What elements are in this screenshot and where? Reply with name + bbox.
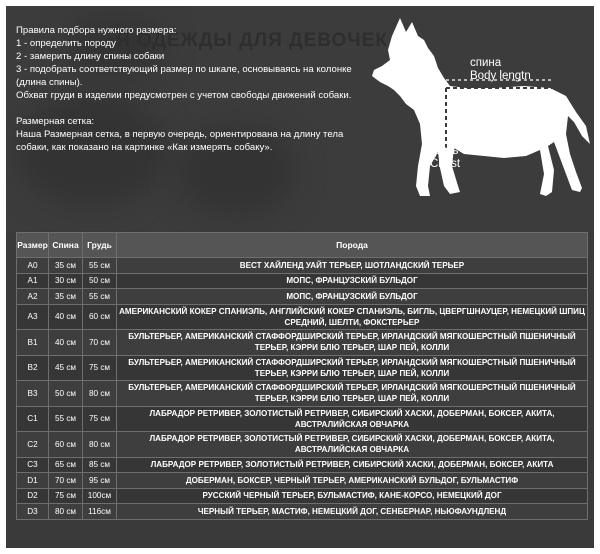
- table-row: [17, 381, 588, 407]
- cell-back: 50 см: [49, 381, 83, 407]
- instruction-line: Правила подбора нужного размера:: [16, 25, 177, 36]
- dog-silhouette-icon: [372, 18, 590, 196]
- size-grid-heading: Размерная сетка:: [16, 116, 95, 127]
- size-instructions: [16, 24, 356, 154]
- table-row: [17, 488, 588, 504]
- cell-chest: 60 см: [83, 304, 117, 330]
- cell-chest: 80 см: [83, 432, 117, 458]
- cell-size: A0: [17, 258, 49, 274]
- cell-breeds: ЛАБРАДОР РЕТРИВЕР, ЗОЛОТИСТЫЙ РЕТРИВЕР, СИБИРСКИЙ ХАСКИ, ДОБЕРМАН, БОКСЕР, АКИТА, АВСТРАЛИЙСКАЯ ОВЧАРКА: [117, 432, 588, 458]
- table-row: [17, 289, 588, 305]
- cell-breeds: БУЛЬТЕРЬЕР, АМЕРИКАНСКИЙ СТАФФОРДШИРСКИЙ ТЕРЬЕР, ИРЛАНДСКИЙ МЯГКОШЕРСТНЫЙ ПШЕНИЧНЫЙ ТЕРЬЕР, КЭРРИ БЛЮ ТЕРЬЕР, ШАР ПЕЙ, КОЛЛИ: [117, 381, 588, 407]
- cell-chest: 75 см: [83, 406, 117, 432]
- cell-chest: 116см: [83, 504, 117, 520]
- cell-back: 55 см: [49, 406, 83, 432]
- cell-chest: 55 см: [83, 289, 117, 305]
- cell-chest: 85 см: [83, 457, 117, 473]
- cell-back: 80 см: [49, 504, 83, 520]
- cell-back: 65 см: [49, 457, 83, 473]
- dog-measurement-diagram: [354, 16, 590, 216]
- cell-size: B3: [17, 381, 49, 407]
- size-grid-description: Наша Размерная сетка, в первую очередь, ориентирована на длину тела собаки, как показано на картинке «Как измерять собаку».: [16, 129, 344, 153]
- cell-back: 40 см: [49, 304, 83, 330]
- table-row: [17, 504, 588, 520]
- cell-back: 40 см: [49, 330, 83, 356]
- cell-chest: 55 см: [83, 258, 117, 274]
- instruction-line: 2 - замерить длину спины собаки: [16, 51, 165, 62]
- cell-size: C2: [17, 432, 49, 458]
- cell-back: 35 см: [49, 258, 83, 274]
- table-row: [17, 258, 588, 274]
- cell-breeds: ЛАБРАДОР РЕТРИВЕР, ЗОЛОТИСТЫЙ РЕТРИВЕР, СИБИРСКИЙ ХАСКИ, ДОБЕРМАН, БОКСЕР, АКИТА, АВСТРАЛИЙСКАЯ ОВЧАРКА: [117, 406, 588, 432]
- cell-breeds: ДОБЕРМАН, БОКСЕР, ЧЕРНЫЙ ТЕРЬЕР, АМЕРИКАНСКИЙ БУЛЬДОГ, БУЛЬМАСТИФ: [117, 473, 588, 489]
- cell-size: B2: [17, 355, 49, 381]
- table-row: [17, 304, 588, 330]
- cell-size: A3: [17, 304, 49, 330]
- instruction-line: Обхват груди в изделии предусмотрен с учетом свободы движений собаки.: [16, 90, 352, 101]
- chest-label-en: Chest: [430, 158, 461, 170]
- cell-breeds: ЧЕРНЫЙ ТЕРЬЕР, МАСТИФ, НЕМЕЦКИЙ ДОГ, СЕНБЕРНАР, НЬЮФАУНДЛЕНД: [117, 504, 588, 520]
- table-row: [17, 473, 588, 489]
- cell-chest: 100см: [83, 488, 117, 504]
- table-row: [17, 406, 588, 432]
- cell-chest: 75 см: [83, 355, 117, 381]
- size-table: [16, 232, 588, 520]
- cell-breeds: АМЕРИКАНСКИЙ КОКЕР СПАНИЭЛЬ, АНГЛИЙСКИЙ КОКЕР СПАНИЭЛЬ, БИГЛЬ, ЦВЕРГШНАУЦЕР, НЕМЕЦКИЙ ШПИЦ СРЕДНИЙ, ШЕЛТИ, ФОКСТЕРЬЕР: [117, 304, 588, 330]
- cell-chest: 50 см: [83, 273, 117, 289]
- chest-label-ru: грудь: [430, 145, 459, 157]
- cell-chest: 70 см: [83, 330, 117, 356]
- cell-breeds: МОПС, ФРАНЦУЗСКИЙ БУЛЬДОГ: [117, 273, 588, 289]
- back-label-ru: спина: [470, 57, 502, 69]
- cell-breeds: ЛАБРАДОР РЕТРИВЕР, ЗОЛОТИСТЫЙ РЕТРИВЕР, СИБИРСКИЙ ХАСКИ, ДОБЕРМАН, БОКСЕР, АКИТА: [117, 457, 588, 473]
- cell-back: 45 см: [49, 355, 83, 381]
- cell-back: 60 см: [49, 432, 83, 458]
- cell-size: B1: [17, 330, 49, 356]
- instruction-line: 3 - подобрать соответствующий размер по шкале, основываясь на колонке (длина спины).: [16, 64, 352, 88]
- header-breed: Порода: [117, 233, 588, 258]
- cell-breeds: МОПС, ФРАНЦУЗСКИЙ БУЛЬДОГ: [117, 289, 588, 305]
- table-row: [17, 457, 588, 473]
- cell-back: 35 см: [49, 289, 83, 305]
- cell-size: D1: [17, 473, 49, 489]
- size-chart-panel: [6, 6, 594, 548]
- instruction-line: 1 - определить породу: [16, 38, 116, 49]
- cell-breeds: БУЛЬТЕРЬЕР, АМЕРИКАНСКИЙ СТАФФОРДШИРСКИЙ ТЕРЬЕР, ИРЛАНДСКИЙ МЯГКОШЕРСТНЫЙ ПШЕНИЧНЫЙ ТЕРЬЕР, КЭРРИ БЛЮ ТЕРЬЕР, ШАР ПЕЙ, КОЛЛИ: [117, 355, 588, 381]
- cell-size: A2: [17, 289, 49, 305]
- cell-chest: 80 см: [83, 381, 117, 407]
- cell-chest: 95 см: [83, 473, 117, 489]
- cell-size: D3: [17, 504, 49, 520]
- header-back: Спина: [49, 233, 83, 258]
- cell-size: C1: [17, 406, 49, 432]
- cell-back: 75 см: [49, 488, 83, 504]
- back-label-en: Body lengtn: [470, 70, 531, 82]
- cell-size: A1: [17, 273, 49, 289]
- background-title: Я ОДЕЖДЫ ДЛЯ ДЕВОЧЕК: [116, 30, 388, 51]
- cell-back: 70 см: [49, 473, 83, 489]
- cell-breeds: РУССКИЙ ЧЕРНЫЙ ТЕРЬЕР, БУЛЬМАСТИФ, КАНЕ-КОРСО, НЕМЕЦКИЙ ДОГ: [117, 488, 588, 504]
- header-chest: Грудь: [83, 233, 117, 258]
- cell-back: 30 см: [49, 273, 83, 289]
- table-header-row: [17, 233, 588, 258]
- cell-breeds: БУЛЬТЕРЬЕР, АМЕРИКАНСКИЙ СТАФФОРДШИРСКИЙ ТЕРЬЕР, ИРЛАНДСКИЙ МЯГКОШЕРСТНЫЙ ПШЕНИЧНЫЙ ТЕРЬЕР, КЭРРИ БЛЮ ТЕРЬЕР, ШАР ПЕЙ, КОЛЛИ: [117, 330, 588, 356]
- cell-breeds: ВЕСТ ХАЙЛЕНД УАЙТ ТЕРЬЕР, ШОТЛАНДСКИЙ ТЕРЬЕР: [117, 258, 588, 274]
- header-size: Размер: [17, 233, 49, 258]
- cell-size: C3: [17, 457, 49, 473]
- table-row: [17, 432, 588, 458]
- table-row: [17, 330, 588, 356]
- table-row: [17, 355, 588, 381]
- cell-size: D2: [17, 488, 49, 504]
- table-row: [17, 273, 588, 289]
